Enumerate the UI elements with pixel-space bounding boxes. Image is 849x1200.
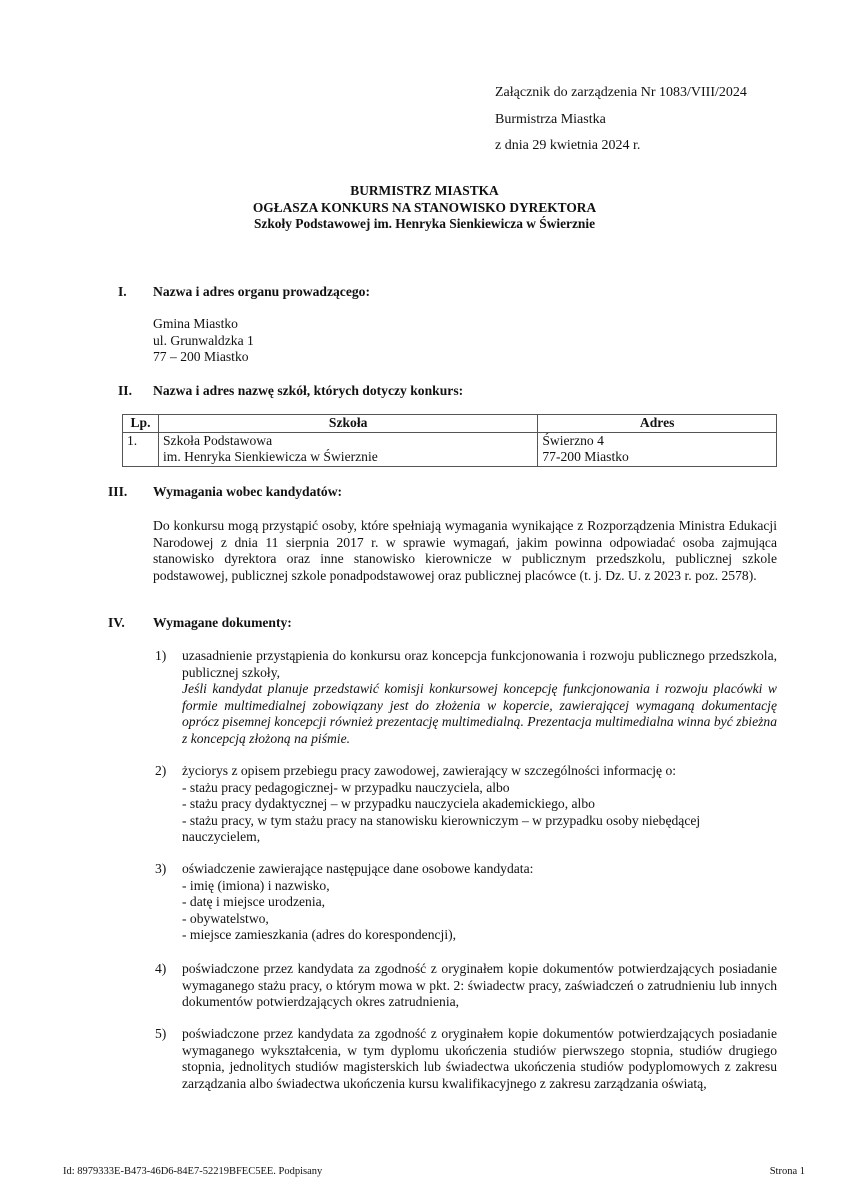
section-1-number: I.: [118, 284, 127, 299]
section-4-title: Wymagane dokumenty:: [153, 615, 292, 630]
document-item-2: [155, 763, 777, 846]
title-line-3: Szkoły Podstawowej im. Henryka Sienkiewicza w Świerznie: [253, 216, 596, 231]
footer-document-id: Id: 8979333E-B473-46D6-84E7-52219BFEC5EE. Podpisany: [63, 1166, 323, 1177]
item-sub-3: - stażu pracy, w tym stażu pracy na stanowisku kierowniczym – w przypadku osoby niebędącej nauczycielem,: [182, 812, 701, 844]
item-number: 2): [155, 763, 167, 778]
header-line-date: z dnia 29 kwietnia 2024 r.: [495, 138, 641, 153]
item-sub-4: - miejsce zamieszkania (adres do korespondencji),: [182, 927, 457, 942]
title-line-1: BURMISTRZ MIASTKA: [350, 183, 499, 198]
item-number: 4): [155, 961, 167, 976]
section-3-number: III.: [108, 484, 128, 499]
item-sub-1: - imię (imiona) i nazwisko,: [182, 877, 330, 893]
attachment-header: [495, 80, 747, 160]
schools-table: [122, 414, 777, 467]
item-sub-3: - obywatelstwo,: [182, 910, 269, 926]
column-header-lp: Lp.: [123, 415, 159, 433]
item-sub-2: - stażu pracy dydaktycznej – w przypadku nauczyciela akademickiego, albo: [182, 796, 595, 811]
item-text: poświadczone przez kandydata za zgodność z oryginałem kopie dokumentów potwierdzających posiadanie wymaganego stażu pracy, o którym mowa w pkt. 2: świadectw pracy, zaświadczeń o zatrudnieniu lub innych dokumentów potwierdzających okres zatrudnienia,: [182, 961, 777, 1009]
organ-name: Gmina Miastko: [153, 316, 238, 331]
organ-postal-city: 77 – 200 Miastko: [153, 349, 249, 364]
item-sub-1: - stażu pracy pedagogicznej- w przypadku nauczyciela, albo: [182, 779, 510, 795]
cell-address: [538, 432, 777, 466]
school-name-line-1: Szkoła Podstawowa: [162, 432, 273, 448]
item-number: 5): [155, 1026, 167, 1041]
item-text: oświadczenie zawierające następujące dane osobowe kandydata:: [182, 861, 534, 876]
section-1-title: Nazwa i adres organu prowadzącego:: [153, 284, 370, 299]
title-line-2: OGŁASZA KONKURS NA STANOWISKO DYREKTORA: [252, 199, 597, 215]
item-number: 3): [155, 861, 167, 876]
organ-address: [153, 316, 254, 366]
item-text: życiorys z opisem przebiegu pracy zawodowej, zawierający w szczególności informację o:: [182, 763, 677, 778]
item-note: Jeśli kandydat planuje przedstawić komisji konkursowej koncepcję funkcjonowania i rozwoju placówki w formie multimedialnej zobowiązany jest do złożenia w kopercie, zawierającej wymaganą dokumentację oprócz pisemnej koncepcji również prezentację multimedialną. Prezentacja multimedialna winna być zbieżna z koncepcją złożoną na piśmie.: [182, 681, 777, 746]
header-line-ordinance: Załącznik do zarządzenia Nr 1083/VIII/2024: [495, 85, 747, 100]
section-2-number: II.: [118, 383, 132, 398]
school-address-line-1: Świerzno 4: [542, 432, 604, 448]
cell-school: [158, 432, 537, 466]
section-2-title: Nazwa i adres nazwę szkół, których dotyczy konkurs:: [153, 383, 464, 398]
requirements-text: Do konkursu mogą przystąpić osoby, które spełniają wymagania wynikające z Rozporządzenia Ministra Edukacji Narodowej z dnia 11 sierpnia 2017 r. w sprawie wymagań, jakim powinna odpowiadać osoba zajmująca stanowisko dyrektora oraz inne stanowisko kierownicze w publicznym przedszkolu, publicznej szkole podstawowej, publicznej szkole ponadpodstawowej oraz publicznej placówce (t. j. Dz. U. z 2023 r. poz. 2578).: [153, 518, 777, 583]
item-text: uzasadnienie przystąpienia do konkursu oraz koncepcja funkcjonowania i rozwoju publicznego przedszkola, publicznej szkoły,: [182, 648, 777, 680]
footer-page-number: Strona 1: [769, 1166, 805, 1177]
column-header-school: Szkoła: [158, 415, 537, 433]
school-address-line-2: 77-200 Miastko: [542, 449, 629, 464]
organ-street: ul. Grunwaldzka 1: [153, 332, 254, 348]
document-item-5: [155, 1026, 777, 1092]
document-item-4: [155, 961, 777, 1011]
document-item-3: [155, 861, 777, 944]
section-4-number: IV.: [108, 615, 125, 630]
cell-lp: 1.: [123, 432, 159, 466]
school-name-line-2: im. Henryka Sienkiewicza w Świerznie: [162, 449, 378, 464]
document-item-1: [155, 648, 777, 747]
table-row: [123, 432, 777, 466]
column-header-address: Adres: [538, 415, 777, 433]
document-title: [0, 183, 849, 233]
item-text: poświadczone przez kandydata za zgodność z oryginałem kopie dokumentów potwierdzających posiadanie wymaganego wykształcenia, w tym dyplomu ukończenia studiów pierwszego stopnia, studiów drugiego stopnia, jednolitych studiów magisterskich lub świadectwa ukończenia studiów podyplomowych z zakresu zarządzania albo świadectwa ukończenia kursu kwalifikacyjnego z zakresu zarządzania oświatą,: [182, 1026, 777, 1091]
header-line-mayor: Burmistrza Miastka: [495, 111, 606, 127]
section-3-title: Wymagania wobec kandydatów:: [153, 484, 343, 499]
item-number: 1): [155, 648, 167, 663]
table-header-row: [123, 415, 777, 433]
item-sub-2: - datę i miejsce urodzenia,: [182, 894, 326, 909]
